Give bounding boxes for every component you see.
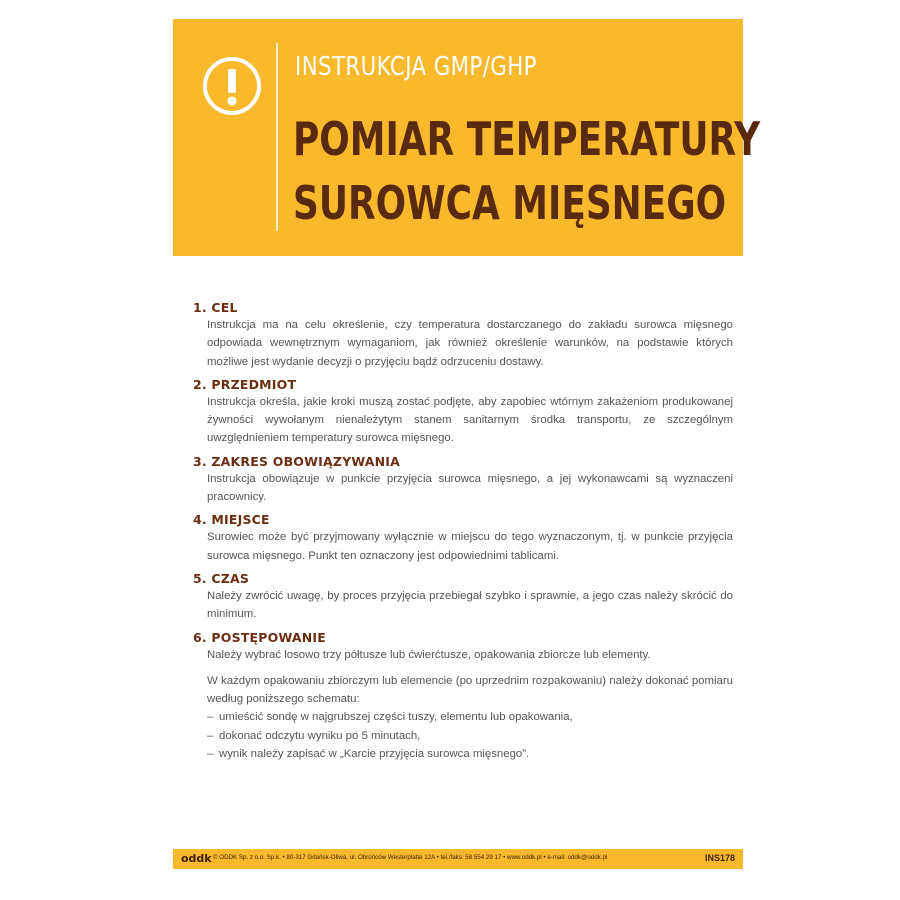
section-heading: 5. CZAS [193, 570, 250, 586]
document-kicker: INSTRUKCJA GMP/GHP [295, 52, 537, 82]
section-text: Należy wybrać losowo trzy półtusze lub ćwierćtusze, opakowania zbiorcze lub elementy. [207, 648, 651, 661]
section-heading: 6. POSTĘPOWANIE [193, 629, 326, 645]
instruction-content [193, 300, 733, 769]
section-heading: 2. PRZEDMIOT [193, 376, 297, 392]
publisher-contact: © ODDK Sp. z o.o. Sp.k. • 80-317 Gdańsk-Oliwa, ul. Obrońców Westerplatte 12A • tel./faks: 58 554 29 17 • www.oddk.pl • e-mail: oddk@oddk.pl [213, 854, 608, 861]
section-postepowanie [193, 630, 733, 764]
bullet-item: – wynik należy zapisać w „Karcie przyjęcia surowca mięsnego”. [207, 745, 733, 763]
exclamation-circle-icon [201, 55, 263, 117]
section-text: W każdym opakowaniu zbiorczym lub elemencie (po uprzednim rozpakowaniu) należy dokonać pomiaru według poniższego schematu: [207, 674, 733, 706]
document-title [293, 107, 760, 235]
section-text: Instrukcja ma na celu określenie, czy temperatura dostarczanego do zakładu surowca mięsnego odpowiada wewnętrznym wymaganiom, jak również określenie warunków, na podstawie których możliwe jest wydanie decyzji o przyjęciu bądź odrzuceniu dostawy. [207, 319, 733, 368]
footer-bar [173, 849, 743, 869]
section-czas [193, 571, 733, 624]
section-miejsce [193, 512, 733, 565]
section-cel [193, 300, 733, 371]
publisher-logo: oddk [181, 852, 212, 865]
section-zakres [193, 454, 733, 507]
section-text: Należy zwrócić uwagę, by proces przyjęcia przebiegał szybko i sprawnie, a jego czas należy skrócić do minimum. [207, 589, 733, 621]
section-text: Instrukcja określa, jakie kroki muszą zostać podjęte, aby zapobiec wtórnym zakażeniom produkowanej żywności wywołanym nienależytym stanem sanitarnym środka transportu, ze szczególnym uwzględnieniem temperatury surowca mięsnego. [207, 395, 733, 445]
header-banner [173, 19, 761, 256]
title-line-1: POMIAR TEMPERATURY [293, 112, 761, 166]
section-heading: 3. ZAKRES OBOWIĄZYWANIA [193, 453, 401, 469]
section-text: Instrukcja obowiązuje w punkcie przyjęcia surowca mięsnego, a jej wykonawcami są wyznaczeni pracownicy. [207, 472, 733, 504]
document-code: INS178 [704, 853, 735, 863]
section-przedmiot [193, 377, 733, 448]
section-text: Surowiec może być przyjmowany wyłącznie w miejscu do tego wyznaczonym, tj. w punkcie przyjęcia surowca mięsnego. Punkt ten oznaczony jest odpowiednimi tablicami. [207, 531, 733, 562]
section-heading: 4. MIEJSCE [193, 512, 270, 528]
bullet-item: – dokonać odczytu wyniku po 5 minutach, [207, 727, 733, 745]
header-divider [276, 43, 278, 231]
bullet-item: – umieścić sondę w najgrubszej części tuszy, elementu lub opakowania, [207, 708, 733, 726]
title-line-2: SUROWCA MIĘSNEGO [293, 176, 727, 230]
section-heading: 1. CEL [193, 300, 238, 315]
